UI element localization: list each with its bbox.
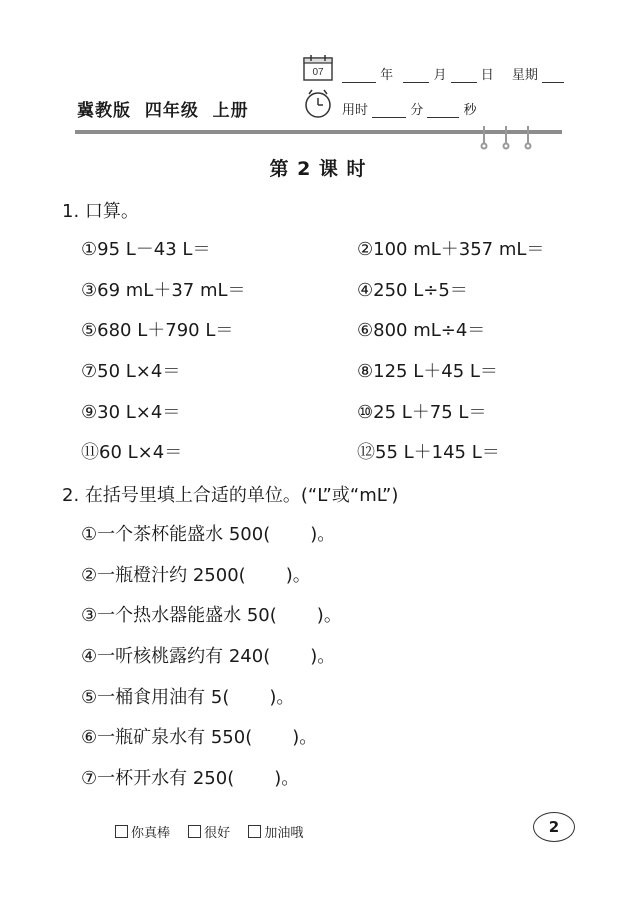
calc-item: ⑪60 L×4＝ xyxy=(81,442,183,463)
edition-label: 冀教版 四年级 上册 xyxy=(77,101,249,121)
fill-item-tail: 。 xyxy=(317,524,336,545)
fill-item-text: ⑥一瓶矿泉水有 550 xyxy=(81,727,246,748)
eval-option-label: 很好 xyxy=(204,826,231,841)
answer-paren[interactable]: ( ) xyxy=(263,524,318,545)
answer-paren[interactable]: ( ) xyxy=(263,646,318,667)
fill-item xyxy=(81,723,317,749)
weekday-label: 星期 xyxy=(511,68,538,83)
calc-item: ①95 L－43 L＝ xyxy=(81,239,211,260)
question-1-title: 1. 口算。 xyxy=(62,201,139,222)
fill-item xyxy=(81,683,294,709)
calc-item: ④250 L÷5＝ xyxy=(357,280,468,301)
question-2-title: 2. 在括号里填上合适的单位。(“L”或“mL”) xyxy=(62,485,399,506)
calc-item: ⑦50 L×4＝ xyxy=(81,361,181,382)
answer-paren[interactable]: ( ) xyxy=(245,727,300,748)
fill-item xyxy=(81,520,335,546)
fill-item xyxy=(81,642,335,668)
second-label: 秒 xyxy=(463,103,477,118)
fill-item-tail: 。 xyxy=(281,768,300,789)
answer-paren[interactable]: ( ) xyxy=(269,605,324,626)
month-blank[interactable] xyxy=(403,70,429,83)
minute-blank[interactable] xyxy=(372,105,406,118)
lesson-title: 第 2 课 时 xyxy=(269,158,367,180)
fill-item-tail: 。 xyxy=(292,565,311,586)
fill-item xyxy=(81,561,311,587)
day-blank[interactable] xyxy=(451,70,477,83)
minute-label: 分 xyxy=(410,103,424,118)
page-number: 2 xyxy=(533,812,575,842)
fill-item-text: ⑦一杯开水有 250 xyxy=(81,768,228,789)
eval-option[interactable] xyxy=(115,822,170,841)
eval-option-label: 加油哦 xyxy=(264,826,304,841)
answer-paren[interactable]: ( ) xyxy=(222,687,277,708)
year-label: 年 xyxy=(380,68,394,83)
month-label: 月 xyxy=(433,68,447,83)
weekday-blank[interactable] xyxy=(542,70,564,83)
eval-option-label: 你真棒 xyxy=(131,826,171,841)
fill-item-tail: 。 xyxy=(317,646,336,667)
eval-option[interactable] xyxy=(188,822,230,841)
checkbox-icon[interactable] xyxy=(115,825,128,838)
self-evaluation xyxy=(115,822,317,842)
checkbox-icon[interactable] xyxy=(188,825,201,838)
fill-item xyxy=(81,764,299,790)
time-used-label: 用时 xyxy=(342,103,369,118)
clock-icon xyxy=(303,89,333,119)
time-line xyxy=(342,99,477,118)
eval-option[interactable] xyxy=(248,822,303,841)
answer-paren[interactable]: ( ) xyxy=(227,768,282,789)
fill-item-text: ④一听核桃露约有 240 xyxy=(81,646,264,667)
calendar-icon xyxy=(303,55,333,81)
fill-item-tail: 。 xyxy=(276,687,295,708)
second-blank[interactable] xyxy=(427,105,459,118)
fill-item-text: ⑤一桶食用油有 5 xyxy=(81,687,223,708)
calc-item: ③69 mL＋37 mL＝ xyxy=(81,280,246,301)
fill-item xyxy=(81,601,342,627)
year-blank[interactable] xyxy=(342,70,376,83)
fill-item-tail: 。 xyxy=(299,727,318,748)
calc-item: ⑩25 L＋75 L＝ xyxy=(357,402,487,423)
answer-paren[interactable]: ( ) xyxy=(238,565,293,586)
day-label: 日 xyxy=(480,68,494,83)
fill-item-text: ①一个茶杯能盛水 500 xyxy=(81,524,264,545)
calc-item: ⑥800 mL÷4＝ xyxy=(357,320,486,341)
calc-item: ⑨30 L×4＝ xyxy=(81,402,181,423)
checkbox-icon[interactable] xyxy=(248,825,261,838)
ring-binding-decoration xyxy=(478,124,534,150)
calc-item: ⑤680 L＋790 L＝ xyxy=(81,320,234,341)
calc-item: ⑧125 L＋45 L＝ xyxy=(357,361,498,382)
fill-item-text: ②一瓶橙汁约 2500 xyxy=(81,565,239,586)
fill-item-text: ③一个热水器能盛水 50 xyxy=(81,605,270,626)
date-line xyxy=(342,64,564,83)
fill-item-tail: 。 xyxy=(323,605,342,626)
calc-item: ②100 mL＋357 mL＝ xyxy=(357,239,545,260)
calendar-number: 07 xyxy=(312,67,324,78)
calc-item: ⑫55 L＋145 L＝ xyxy=(357,442,500,463)
